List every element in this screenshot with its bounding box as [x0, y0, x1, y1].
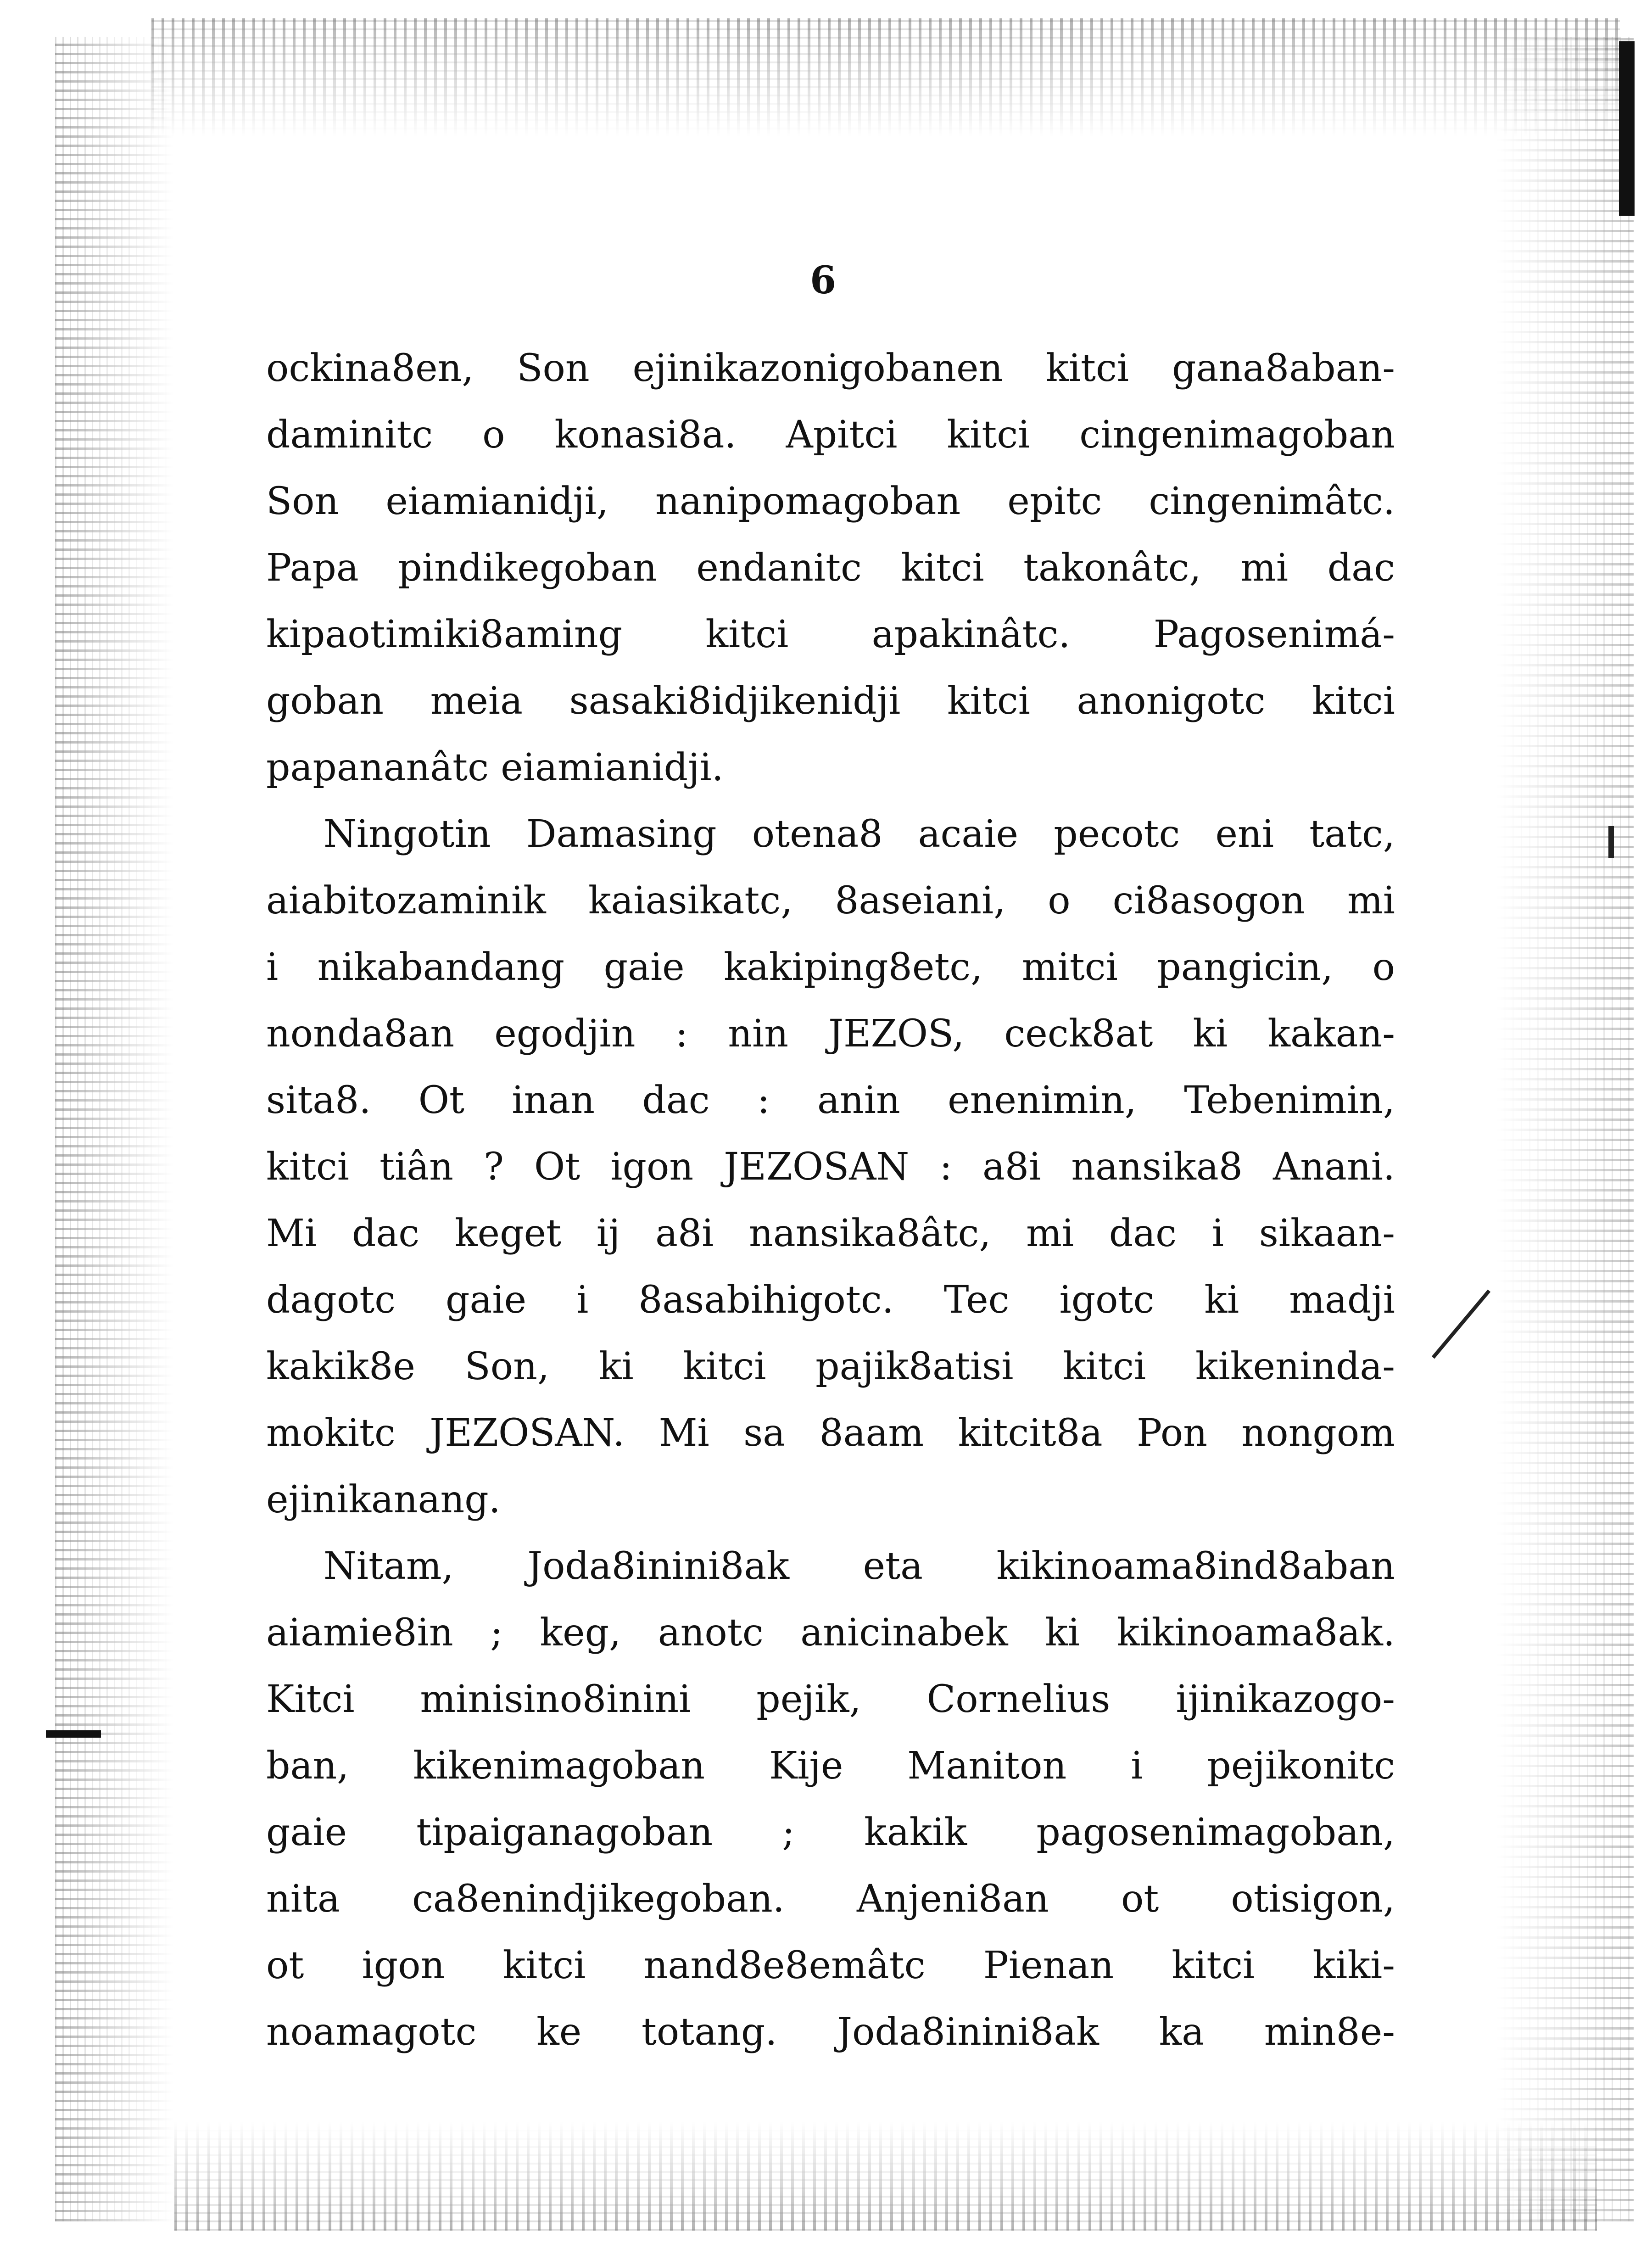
text-line: papananâtc eiamianidji. — [266, 746, 724, 789]
scan-edge-bottom — [174, 2120, 1597, 2231]
text-line: daminitc o konasi8a. Apitci kitci cingenimagoban — [266, 413, 1395, 457]
scan-edge-top — [151, 18, 1620, 138]
text-line: ot igon kitci nand8e8emâtc Pienan kitci kiki- — [266, 1944, 1395, 1987]
text-line: Papa pindikegoban endanitc kitci takonâtc, mi dac — [266, 546, 1395, 590]
margin-pen-mark — [1432, 1290, 1490, 1359]
text-line: ejinikanang. — [266, 1478, 501, 1521]
page-number: 6 — [810, 258, 837, 302]
scan-edge-right — [1496, 37, 1634, 2221]
text-line: kakik8e Son, ki kitci pajik8atisi kitci kikeninda- — [266, 1345, 1395, 1388]
text-line: Mi dac keget ij a8i nansika8âtc, mi dac i sikaan- — [266, 1212, 1395, 1255]
text-line: Son eiamianidji, nanipomagoban epitc cingenimâtc. — [266, 480, 1395, 523]
text-line: aiabitozaminik kaiasikatc, 8aseiani, o ci8asogon mi — [266, 879, 1395, 923]
scan-corner-bar — [1619, 41, 1635, 216]
body-text — [266, 335, 1395, 2065]
margin-dash-mark — [46, 1730, 101, 1738]
text-line: mokitc JEZOSAN. Mi sa 8aam kitcit8a Pon nongom — [266, 1411, 1395, 1455]
text-line: Ningotin Damasing otena8 acaie pecotc eni tatc, — [324, 812, 1395, 856]
margin-tick-mark — [1608, 826, 1614, 858]
text-line: dagotc gaie i 8asabihigotc. Tec igotc ki madji — [266, 1278, 1395, 1322]
text-line: goban meia sasaki8idjikenidji kitci anonigotc kitci — [266, 679, 1395, 723]
text-line: kitci tiân ? Ot igon JEZOSAN : a8i nansika8 Anani. — [266, 1145, 1395, 1189]
text-line: sita8. Ot inan dac : anin enenimin, Tebenimin, — [266, 1079, 1395, 1122]
text-line: nonda8an egodjin : nin JEZOS, ceck8at ki kakan- — [266, 1012, 1395, 1056]
text-line: ban, kikenimagoban Kije Maniton i pejikonitc — [266, 1744, 1395, 1788]
text-line: kipaotimiki8aming kitci apakinâtc. Pagosenimá- — [266, 613, 1395, 656]
text-line: noamagotc ke totang. Joda8inini8ak ka min8e- — [266, 2010, 1395, 2054]
text-line: aiamie8in ; keg, anotc anicinabek ki kikinoama8ak. — [266, 1611, 1395, 1655]
text-line: nita ca8enindjikegoban. Anjeni8an ot otisigon, — [266, 1877, 1395, 1921]
scan-edge-left — [55, 37, 174, 2221]
text-line: Nitam, Joda8inini8ak eta kikinoama8ind8aban — [324, 1544, 1395, 1588]
text-line: ockina8en, Son ejinikazonigobanen kitci gana8aban- — [266, 347, 1395, 390]
text-line: i nikabandang gaie kakiping8etc, mitci pangicin, o — [266, 945, 1395, 989]
text-line: gaie tipaiganagoban ; kakik pagosenimagoban, — [266, 1811, 1395, 1854]
text-line: Kitci minisino8inini pejik, Cornelius ijinikazogo- — [266, 1678, 1395, 1721]
